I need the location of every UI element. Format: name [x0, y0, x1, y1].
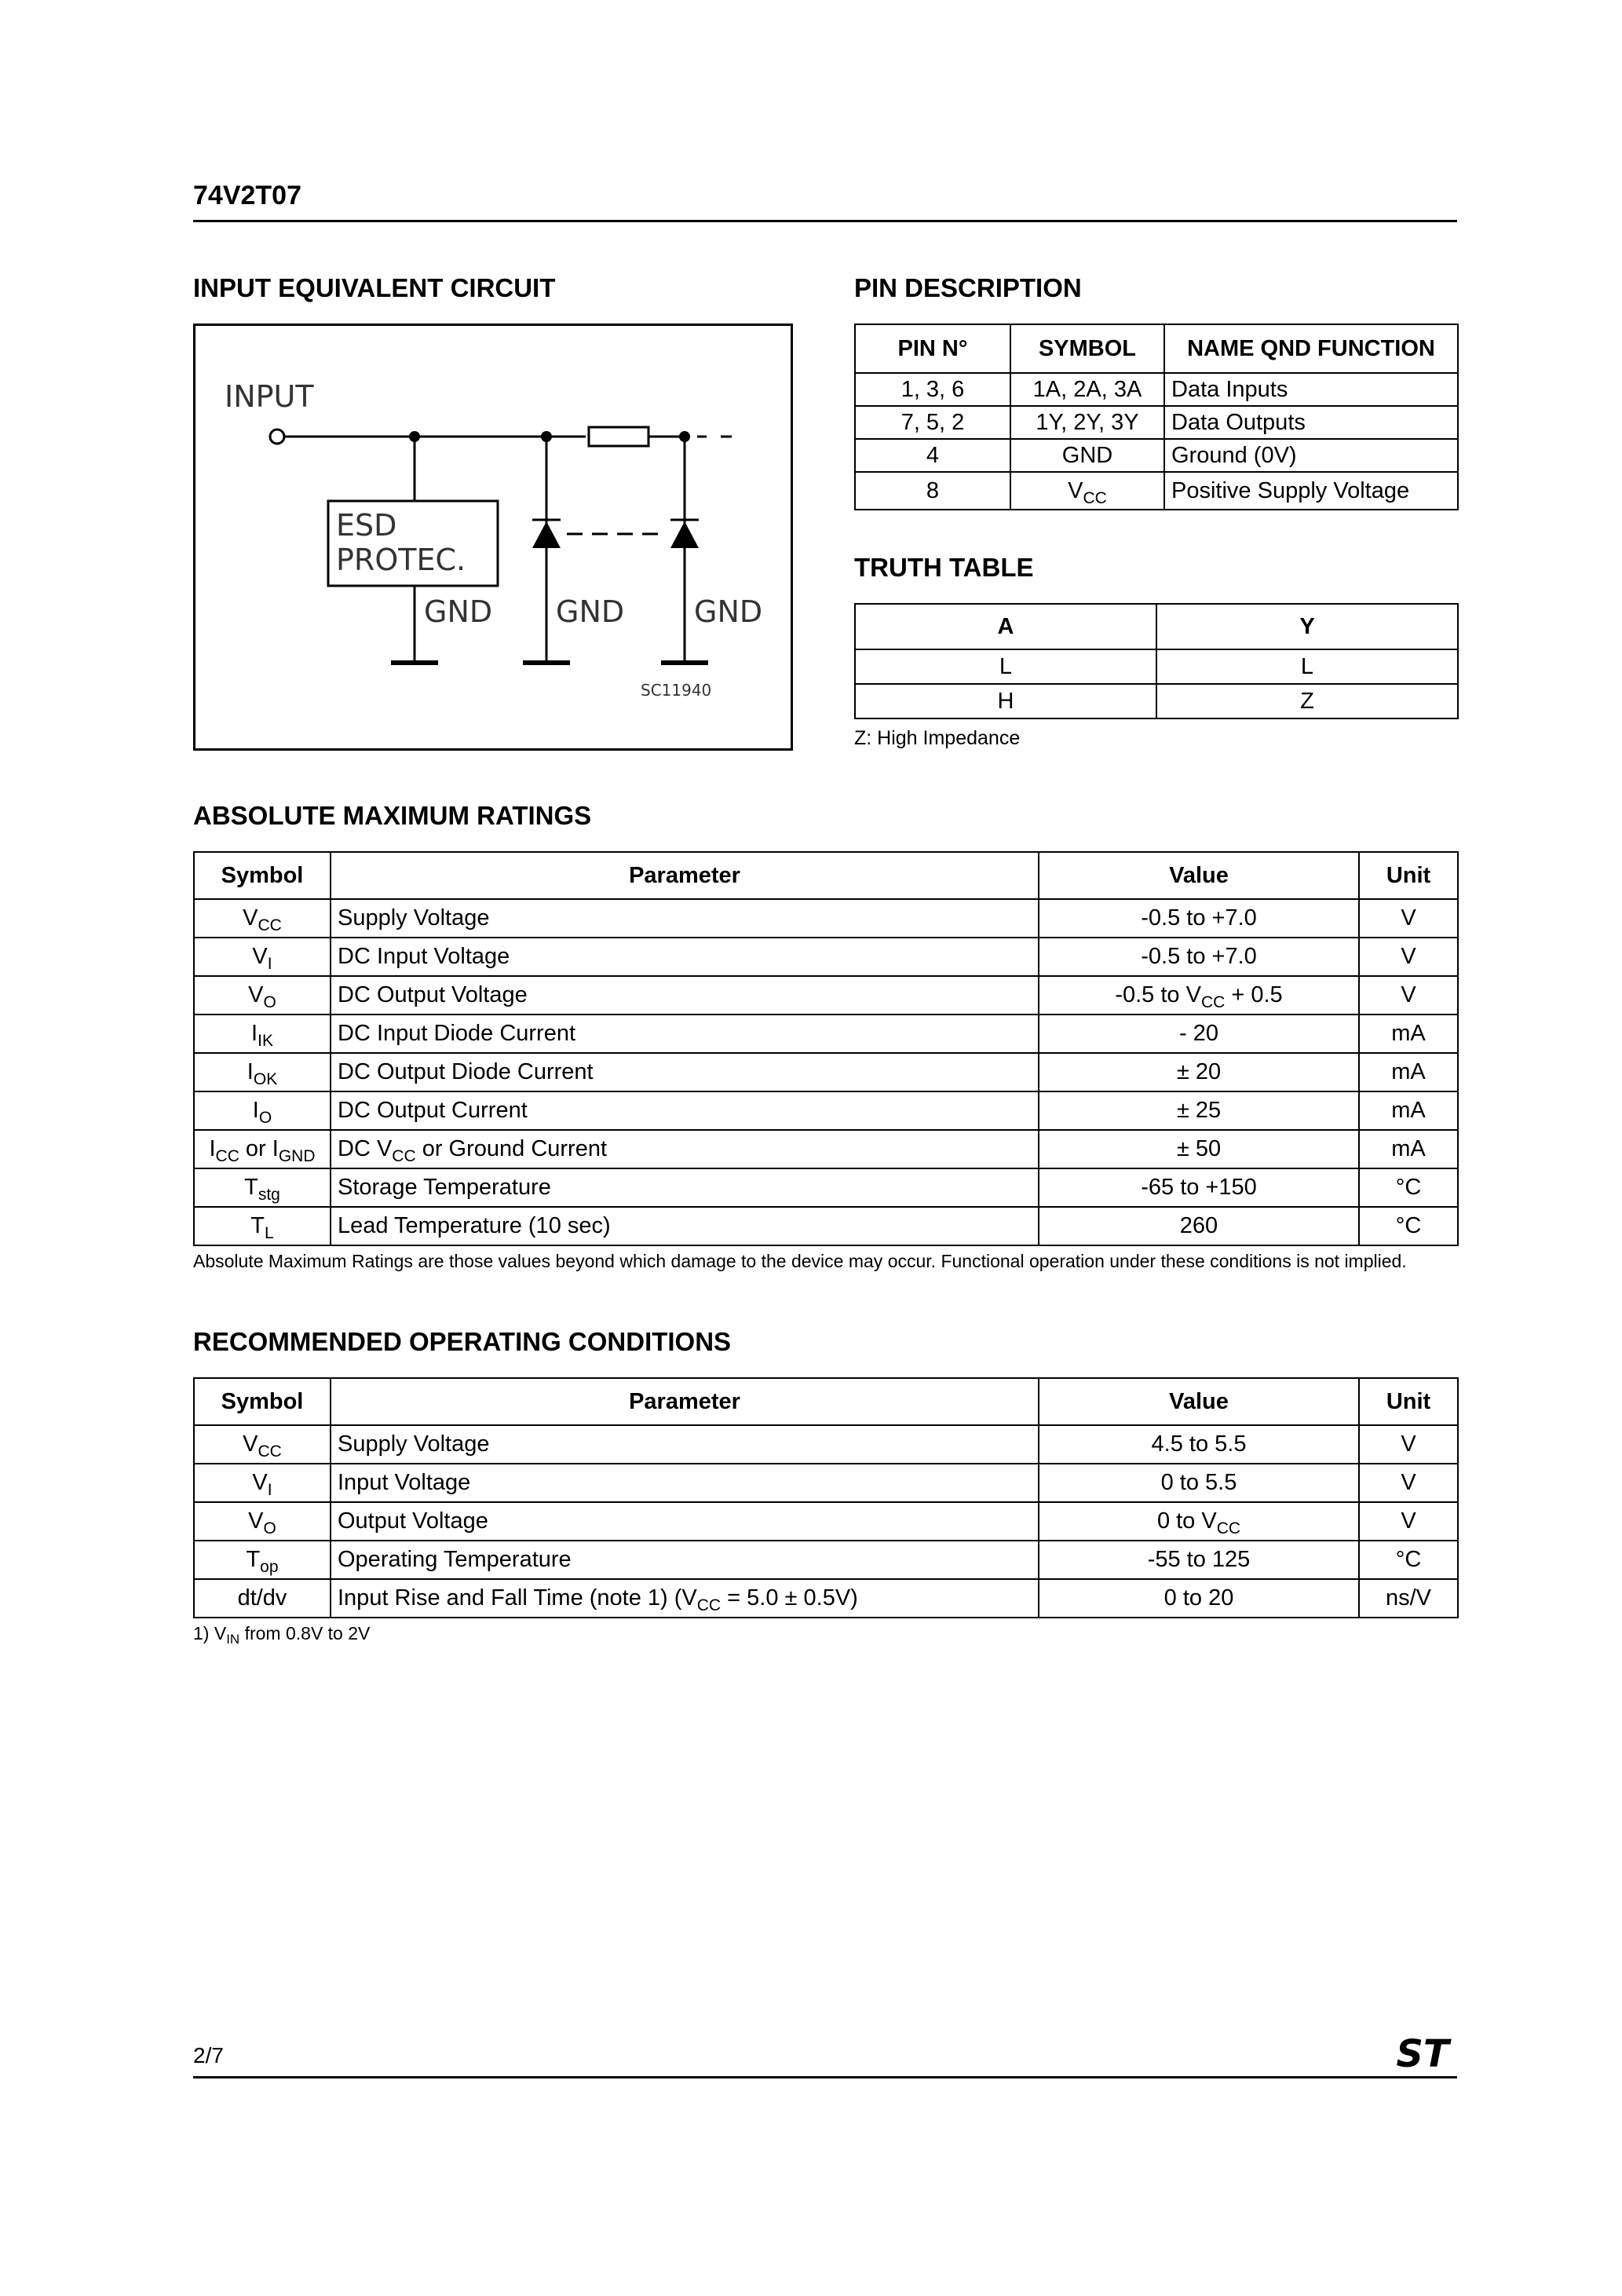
function-header: NAME QND FUNCTION — [1164, 324, 1458, 373]
gnd-label-2: GND — [556, 594, 625, 629]
table-row: $V_O$ Output Voltage 0 to $V_{CC}$ V — [194, 1502, 1458, 1541]
esd-label-line2: PROTEC. — [336, 543, 466, 577]
symbol-header: Symbol — [194, 852, 331, 899]
symbol-header: SYMBOL — [1010, 324, 1164, 373]
gnd-label-1: GND — [424, 594, 493, 629]
rec-op-table — [193, 1377, 1459, 1618]
circuit-section-title: INPUT EQUIVALENT CIRCUIT — [193, 273, 556, 302]
pin-description-title: PIN DESCRIPTION — [854, 273, 1082, 302]
abs-max-note: Absolute Maximum Ratings are those values beyond which damage to the device may occur. Functional operation under these conditions is not implied. — [193, 1251, 1407, 1271]
gnd-label-3: GND — [694, 594, 763, 629]
abs-max-table — [193, 851, 1459, 1246]
document-title: 74V2T07 — [193, 181, 301, 210]
diode-1 — [532, 521, 561, 548]
table-row: dt/dv Input Rise and Fall Time (note 1) $(V_{CC} = 5.0 \pm 0.5V)$ 0 to 20 ns/V — [194, 1579, 1458, 1618]
diagram-code: SC11940 — [641, 681, 712, 700]
table-row: $V_O$ DC Output Voltage -0.5 to $V_{CC} + 0.5$ V — [194, 976, 1458, 1015]
truth-y-header: Y — [1156, 604, 1458, 649]
symbol-header: Symbol — [194, 1378, 331, 1425]
table-row: $V_{CC}$ Supply Voltage 4.5 to 5.5 V — [194, 1425, 1458, 1464]
diode-2 — [670, 521, 699, 548]
esd-label-line1: ESD — [336, 508, 397, 543]
input-terminal — [270, 430, 284, 444]
truth-table — [854, 603, 1459, 719]
table-row: $V_{CC}$ Supply Voltage -0.5 to +7.0 V — [194, 899, 1458, 938]
table-row: 8 $V_{CC}$ Positive Supply Voltage — [855, 472, 1458, 510]
input-label: INPUT — [225, 379, 314, 414]
truth-table-note: Z: High Impedance — [854, 727, 1021, 749]
table-row: H Z — [855, 684, 1458, 718]
st-logo-icon — [1391, 2034, 1457, 2071]
table-row: 1, 3, 6 1A, 2A, 3A Data Inputs — [855, 373, 1458, 406]
abs-max-title: ABSOLUTE MAXIMUM RATINGS — [193, 801, 592, 830]
rec-op-note: 1) $V_{IN}$ from 0.8V to 2V — [193, 1623, 371, 1647]
table-row: 4 GND Ground (0V) — [855, 439, 1458, 472]
unit-header: Unit — [1359, 1378, 1458, 1425]
svg-text:ST: ST — [1396, 2034, 1449, 2071]
footer-rule — [193, 2076, 1457, 2078]
header-rule — [193, 220, 1457, 222]
table-row: $I_{OK}$ DC Output Diode Current ± 20 mA — [194, 1053, 1458, 1091]
table-row: L L — [855, 649, 1458, 684]
table-row: $T_{op}$ Operating Temperature -55 to 125 °C — [194, 1541, 1458, 1579]
rec-op-title: RECOMMENDED OPERATING CONDITIONS — [193, 1327, 732, 1356]
parameter-header: Parameter — [331, 1378, 1039, 1425]
table-row: $I_O$ DC Output Current ± 25 mA — [194, 1091, 1458, 1130]
pin-header: PIN N° — [855, 324, 1010, 373]
pin-description-table — [854, 324, 1459, 510]
value-header: Value — [1039, 852, 1359, 899]
parameter-header: Parameter — [331, 852, 1039, 899]
table-row: $T_L$ Lead Temperature (10 sec) 260 °C — [194, 1207, 1458, 1245]
truth-a-header: A — [855, 604, 1156, 649]
table-row: 7, 5, 2 1Y, 2Y, 3Y Data Outputs — [855, 406, 1458, 439]
truth-table-title: TRUTH TABLE — [854, 553, 1034, 582]
table-row: $V_I$ Input Voltage 0 to 5.5 V — [194, 1464, 1458, 1502]
unit-header: Unit — [1359, 852, 1458, 899]
input-circuit-diagram — [193, 324, 793, 751]
table-row: $I_{IK}$ DC Input Diode Current - 20 mA — [194, 1015, 1458, 1053]
table-row: $I_{CC}$ or $I_{GND}$ DC $V_{CC}$ or Ground Current ± 50 mA — [194, 1130, 1458, 1168]
value-header: Value — [1039, 1378, 1359, 1425]
table-row: $V_I$ DC Input Voltage -0.5 to +7.0 V — [194, 938, 1458, 976]
resistor — [589, 427, 648, 446]
table-row: $T_{stg}$ Storage Temperature -65 to +150 °C — [194, 1168, 1458, 1207]
page-number: 2/7 — [193, 2043, 224, 2067]
